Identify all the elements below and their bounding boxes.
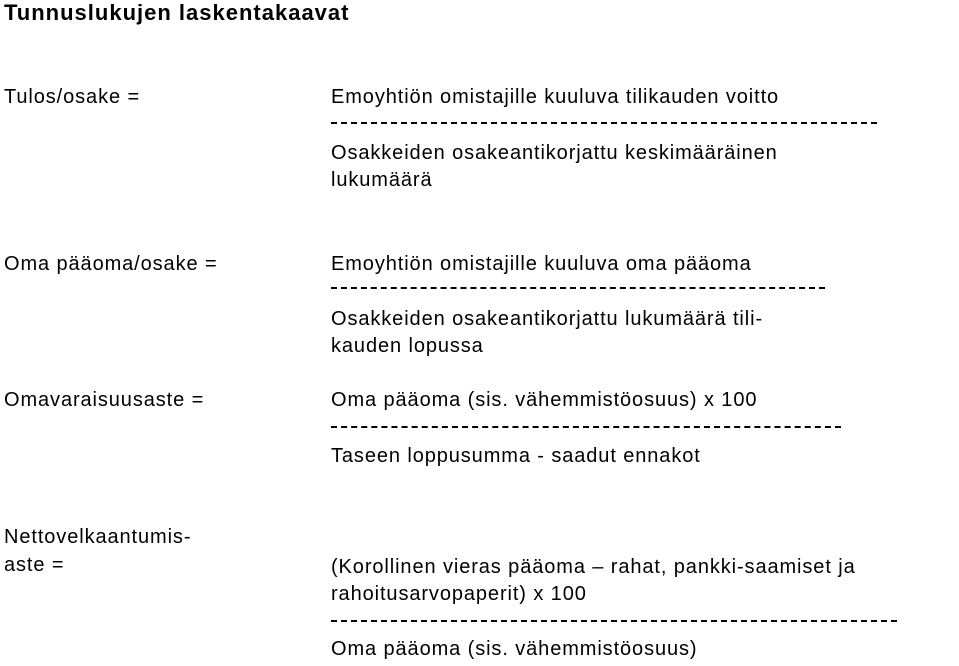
formula-denominator-line-1: Osakkeiden osakeantikorjattu keskimääräinen: [331, 142, 778, 164]
formula-numerator: Emoyhtiön omistajille kuuluva tilikauden voitto: [331, 86, 780, 108]
fraction-line: [331, 426, 841, 428]
formula-numerator: Oma pääoma (sis. vähemmistöosuus) x 100: [331, 389, 758, 411]
formula-denominator-line-2: lukumäärä: [331, 169, 433, 191]
formula-denominator: Taseen loppusumma - saadut ennakot: [331, 445, 701, 467]
page-title: Tunnuslukujen laskentakaavat: [4, 0, 350, 25]
formula-numerator-line-2: rahoitusarvopaperit) x 100: [331, 583, 587, 605]
formula-label-line-2: aste =: [4, 554, 65, 576]
formula-denominator: Oma pääoma (sis. vähemmistöosuus): [331, 638, 698, 660]
formula-label-line-1: Nettovelkaantumis-: [4, 526, 192, 548]
formula-label: Omavaraisuusaste =: [4, 389, 205, 411]
formula-numerator-line-1: (Korollinen vieras pääoma – rahat, pankki-saamiset ja: [331, 556, 856, 578]
formula-label: Tulos/osake =: [4, 86, 141, 108]
fraction-line: [331, 287, 825, 289]
fraction-line: [331, 122, 877, 124]
formula-denominator-line-2: kauden lopussa: [331, 335, 484, 357]
formula-denominator-line-1: Osakkeiden osakeantikorjattu lukumäärä tili-: [331, 308, 764, 330]
formula-numerator: Emoyhtiön omistajille kuuluva oma pääoma: [331, 253, 752, 275]
fraction-line: [331, 620, 897, 622]
formula-label: Oma pääoma/osake =: [4, 253, 218, 275]
